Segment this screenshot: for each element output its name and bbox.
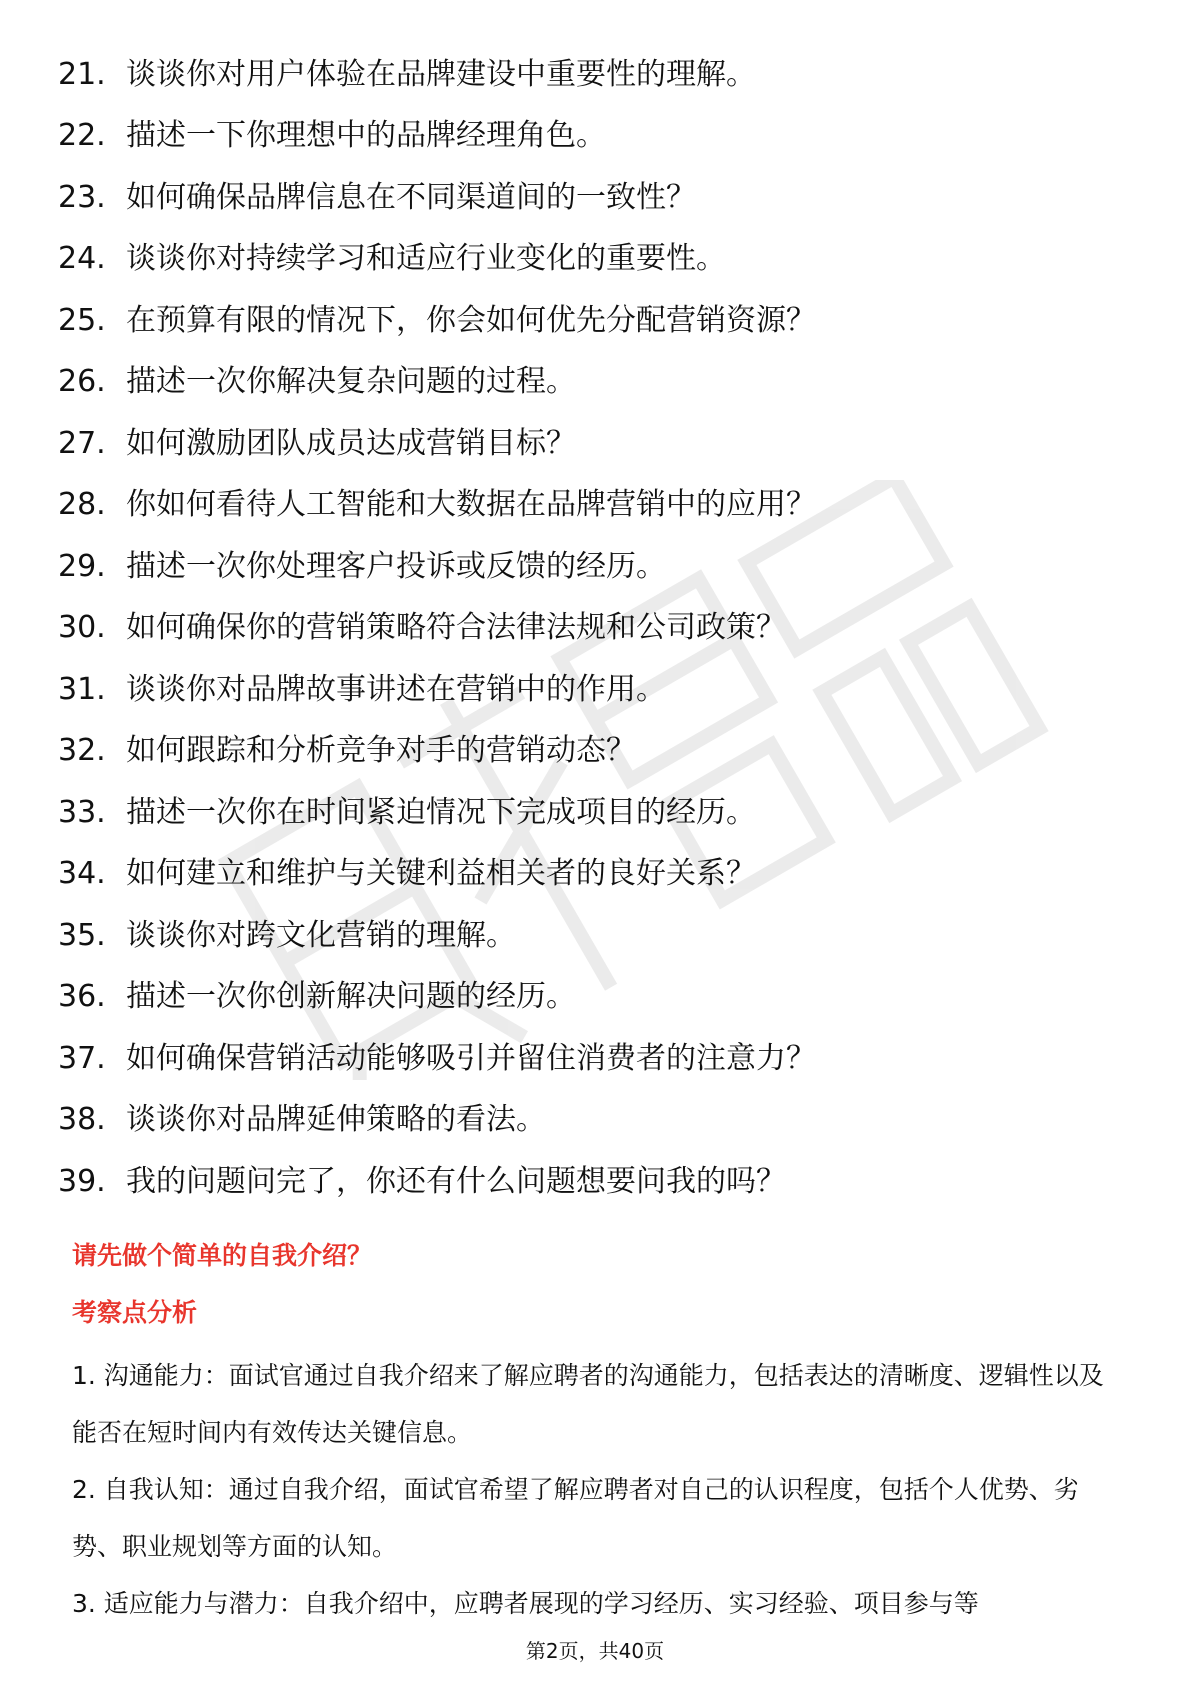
question-number: 26.: [58, 364, 106, 400]
list-item: [58, 782, 1138, 844]
question-text: 描述一次你在时间紧迫情况下完成项目的经历。: [126, 794, 756, 830]
question-number: 24.: [58, 241, 106, 277]
question-number: 21.: [58, 56, 106, 92]
question-text: 你如何看待人工智能和大数据在品牌营销中的应用？: [126, 487, 816, 523]
question-list: [58, 44, 1138, 1213]
question-text: 谈谈你对跨文化营销的理解。: [126, 917, 516, 953]
analysis-heading: 考察点分析: [72, 1298, 198, 1327]
question-text: 如何确保品牌信息在不同渠道间的一致性？: [126, 179, 696, 215]
list-item: [58, 352, 1138, 414]
list-item: [58, 1151, 1138, 1213]
analysis-body: [72, 1347, 1122, 1632]
question-text: 如何跟踪和分析竞争对手的营销动态？: [126, 733, 636, 769]
question-text: 如何激励团队成员达成营销目标？: [126, 425, 576, 461]
page-number: 第2页，共40页: [525, 1639, 665, 1663]
question-text: 我的问题问完了，你还有什么问题想要问我的吗？: [126, 1163, 786, 1199]
list-item: [58, 844, 1138, 906]
question-text: 描述一下你理想中的品牌经理角色。: [126, 118, 606, 154]
question-number: 27.: [58, 425, 106, 461]
list-item: [58, 44, 1138, 106]
list-item: [58, 905, 1138, 967]
list-item: [58, 598, 1138, 660]
list-item: [58, 721, 1138, 783]
list-item: [58, 1090, 1138, 1152]
list-item: [58, 1028, 1138, 1090]
question-number: 30.: [58, 610, 106, 646]
question-heading: 请先做个简单的自我介绍？: [72, 1241, 373, 1270]
list-item: [58, 229, 1138, 291]
question-number: 32.: [58, 733, 106, 769]
question-number: 25.: [58, 302, 106, 338]
question-number: 33.: [58, 794, 106, 830]
question-number: 23.: [58, 179, 106, 215]
question-number: 34.: [58, 856, 106, 892]
question-text: 描述一次你处理客户投诉或反馈的经历。: [126, 548, 666, 584]
analysis-point: 1. 沟通能力：面试官通过自我介绍来了解应聘者的沟通能力，包括表达的清晰度、逻辑性以及能否在短时间内有效传达关键信息。: [72, 1361, 1104, 1447]
list-item: [58, 413, 1138, 475]
question-text: 谈谈你对持续学习和适应行业变化的重要性。: [126, 241, 726, 277]
analysis-point: 3. 适应能力与潜力：自我介绍中，应聘者展现的学习经历、实习经验、项目参与等: [72, 1589, 979, 1618]
question-number: 39.: [58, 1163, 106, 1199]
question-number: 28.: [58, 487, 106, 523]
question-text: 描述一次你解决复杂问题的过程。: [126, 364, 576, 400]
question-text: 谈谈你对用户体验在品牌建设中重要性的理解。: [126, 56, 756, 92]
list-item: [58, 475, 1138, 537]
list-item: [58, 167, 1138, 229]
question-number: 38.: [58, 1102, 106, 1138]
question-number: 29.: [58, 548, 106, 584]
question-text: 如何确保营销活动能够吸引并留住消费者的注意力？: [126, 1040, 816, 1076]
question-text: 描述一次你创新解决问题的经历。: [126, 979, 576, 1015]
question-text: 如何建立和维护与关键利益相关者的良好关系？: [126, 856, 756, 892]
list-item: [58, 290, 1138, 352]
question-number: 22.: [58, 118, 106, 154]
question-number: 36.: [58, 979, 106, 1015]
list-item: [58, 659, 1138, 721]
list-item: [58, 536, 1138, 598]
list-item: [58, 106, 1138, 168]
analysis-point: 2. 自我认知：通过自我介绍，面试官希望了解应聘者对自己的认识程度，包括个人优势、劣势、职业规划等方面的认知。: [72, 1475, 1079, 1561]
question-text: 谈谈你对品牌延伸策略的看法。: [126, 1102, 546, 1138]
question-number: 35.: [58, 917, 106, 953]
list-item: [58, 967, 1138, 1029]
question-text: 在预算有限的情况下，你会如何优先分配营销资源？: [126, 302, 816, 338]
question-number: 37.: [58, 1040, 106, 1076]
question-text: 如何确保你的营销策略符合法律法规和公司政策？: [126, 610, 786, 646]
question-number: 31.: [58, 671, 106, 707]
question-text: 谈谈你对品牌故事讲述在营销中的作用。: [126, 671, 666, 707]
